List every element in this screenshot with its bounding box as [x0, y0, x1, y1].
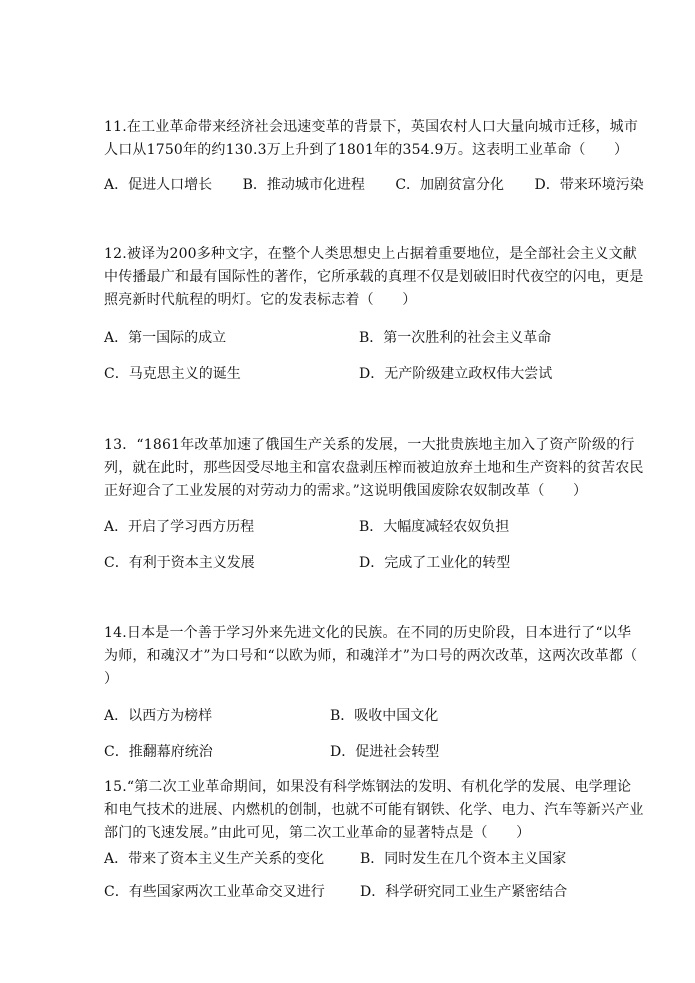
- question-11-option-d: D．带来环境污染: [534, 177, 644, 193]
- question-12-option-a: A．第一国际的成立: [104, 330, 227, 346]
- question-15-option-a: A．带来了资本主义生产关系的变化: [104, 851, 325, 867]
- question-13-stem: 13．“1861年改革加速了俄国生产关系的发展，一大批贵族地主加入了资产阶级的行列，就在此时，那些因受尽地主和富农盘剥压榨而被迫放弃土地和生产资料的贫苦农民正好迎合了工业发展的对劳动力的需求。”这说明俄国废除农奴制改革（ ）: [104, 437, 644, 499]
- question-13-option-b: B．大幅度减轻农奴负担: [359, 519, 510, 535]
- question-11-option-a: A．促进人口增长: [104, 177, 213, 193]
- question-14-option-a: A．以西方为榜样: [104, 708, 213, 724]
- question-13-option-d: D．完成了工业化的转型: [359, 555, 511, 571]
- question-13-option-c: C．有利于资本主义发展: [104, 555, 255, 571]
- question-11-stem: 11.在工业革命带来经济社会迅速变革的背景下，英国农村人口大量向城市迁移，城市人口从1750年的约130.3万上升到了1801年的354.9万。这表明工业革命（ ）: [104, 119, 639, 158]
- question-14-stem: 14.日本是一个善于学习外来先进文化的民族。在不同的历史阶段，日本进行了“以华为师，和魂汉才”为口号和“以欧为师，和魂洋才”为口号的两次改革，这两次改革都（ ）: [104, 625, 666, 687]
- question-13-option-a: A．开启了学习西方历程: [104, 519, 255, 535]
- question-11-option-b: B．推动城市化进程: [242, 177, 365, 193]
- question-12-option-b: B．第一次胜利的社会主义革命: [359, 330, 552, 346]
- question-11-options: [104, 175, 670, 195]
- question-14-option-c: C．推翻幕府统治: [104, 744, 213, 760]
- question-15-stem: 15.“第二次工业革命期间，如果没有科学炼钢法的发明、有机化学的发展、电学理论和电气技术的进展、内燃机的创制，也就不可能有钢铁、化学、电力、汽车等新兴产业部门的飞速发展。”由此可见，第二次工业革命的显著特点是（ ）: [104, 779, 644, 841]
- question-11-option-c: C．加剧贫富分化: [395, 177, 505, 193]
- question-15-option-b: B．同时发生在几个资本主义国家: [360, 851, 567, 867]
- question-14-option-b: B．吸收中国文化: [330, 708, 439, 724]
- question-15-option-d: D．科学研究同工业生产紧密结合: [360, 884, 568, 900]
- question-14-option-d: D．促进社会转型: [330, 744, 440, 760]
- question-12-option-c: C．马克思主义的诞生: [104, 366, 241, 382]
- question-15-option-c: C．有些国家两次工业革命交叉进行: [104, 884, 325, 900]
- question-12-stem: 12.被译为200多种文字，在整个人类思想史上占据着重要地位，是全部社会主义文献中传播最广和最有国际性的著作，它所承载的真理不仅是划破旧时代夜空的闪电，更是照亮新时代航程的明灯。它的发表标志着（ ）: [104, 246, 644, 308]
- question-12-option-d: D．无产阶级建立政权伟大尝试: [359, 366, 553, 382]
